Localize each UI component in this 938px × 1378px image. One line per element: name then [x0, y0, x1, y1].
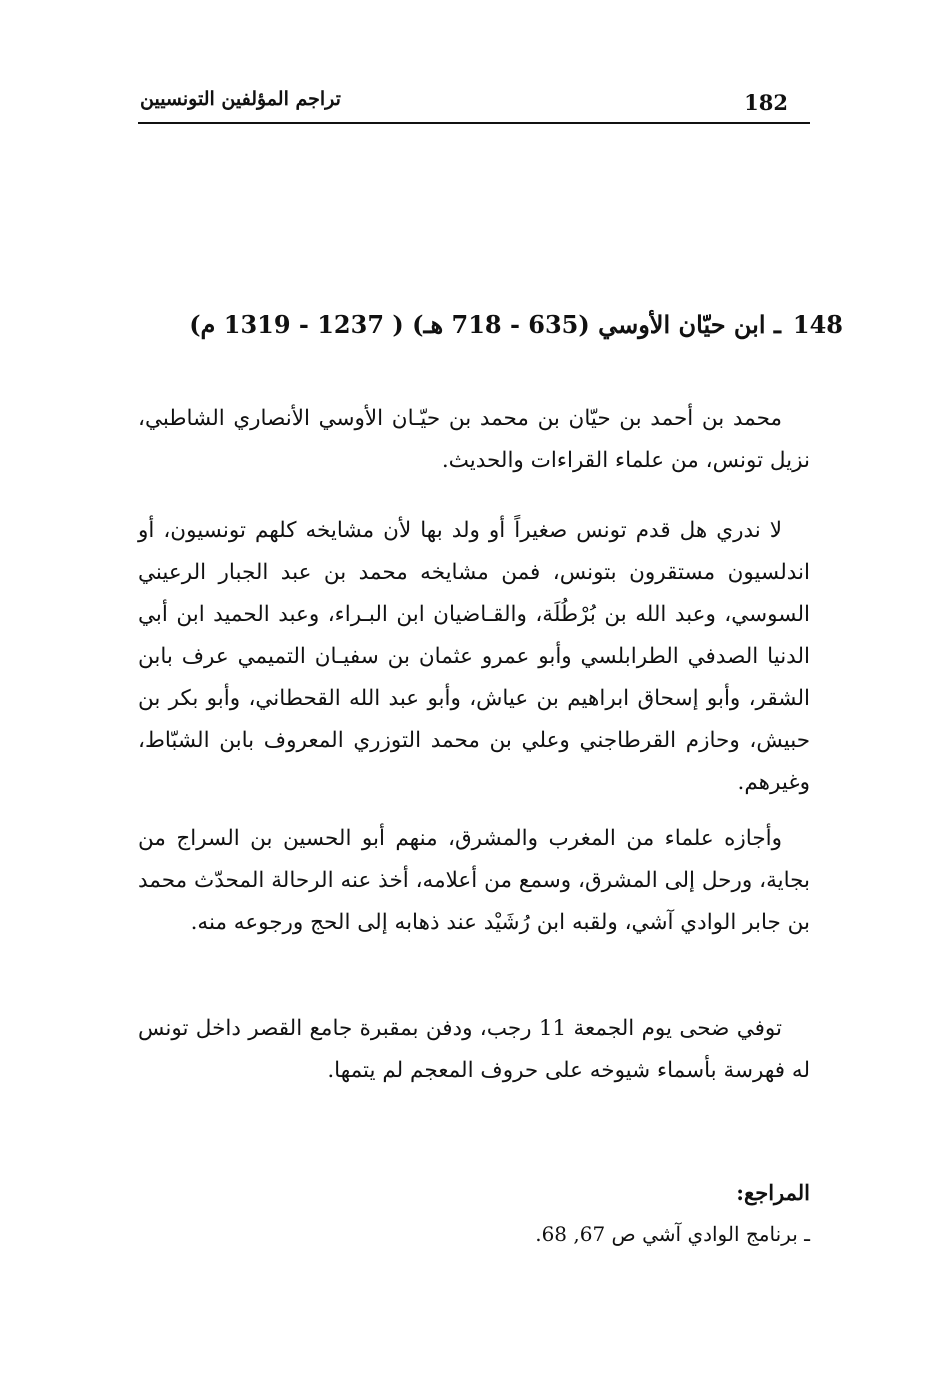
running-header: [138, 86, 810, 124]
paragraph-teachers: [138, 510, 810, 804]
reference-item: ـ برنامج الوادي آشي ص 67, 68.: [535, 1222, 810, 1246]
paragraph-text: محمد بن أحمد بن حيّان بن محمد بن حيّـان الأوسي الأنصاري الشاطبي، نزيل تونس، من علماء القراءات والحديث.: [138, 406, 810, 473]
paragraph-travels: [138, 818, 810, 944]
paragraph-biography-intro: [138, 398, 810, 482]
entry-title: ـ ابن حيّان الأوسي (635 - 718 هـ) ( 1237 - 1319 م): [189, 310, 781, 339]
entry-number: 148: [792, 310, 843, 339]
page-number: 182: [744, 90, 788, 115]
running-header-title: تراجم المؤلفين التونسيين: [140, 88, 341, 110]
paragraph-text: وأجازه علماء من المغرب والمشرق، منهم أبو الحسين بن السراج من بجاية، ورحل إلى المشرق، وسمع من أعلامه، أخذ عنه الرحالة المحدّث محمد بن جابر الوادي آشي، ولقبه ابن رُشَيْد عند ذهابه إلى الحج ورجوعه منه.: [138, 826, 810, 935]
references-label: المراجع:: [736, 1180, 810, 1205]
paragraph-text: لا ندري هل قدم تونس صغيراً أو ولد بها لأن مشايخه كلهم تونسيون، أو اندلسيون مستقرون بتونس، فمن مشايخه محمد بن عبد الجبار الرعيني السوسي، وعبد الله بن بُرْطُلَة، والقـاضيان ابن البـراء، وعبد الحميد ابن أبي الدنيا الصدفي الطرابلسي وأبو عمرو عثمان بن سفيـان التميمي عرف بابن الشقر، وأبو إسحاق ابراهيم بن عياش، وأبو عبد الله القحطاني، وأبو بكر بن حبيش، وحازم القرطاجني وعلي بن محمد التوزري المعروف بابن الشبّاط، وغيرهم.: [138, 518, 810, 795]
paragraph-text: توفي ضحى يوم الجمعة 11 رجب، ودفن بمقبرة جامع القصر داخل تونس له فهرسة بأسماء شيوخه على حروف المعجم لم يتمها.: [138, 1016, 810, 1083]
entry-heading: [189, 310, 843, 339]
paragraph-death: [138, 1008, 810, 1092]
